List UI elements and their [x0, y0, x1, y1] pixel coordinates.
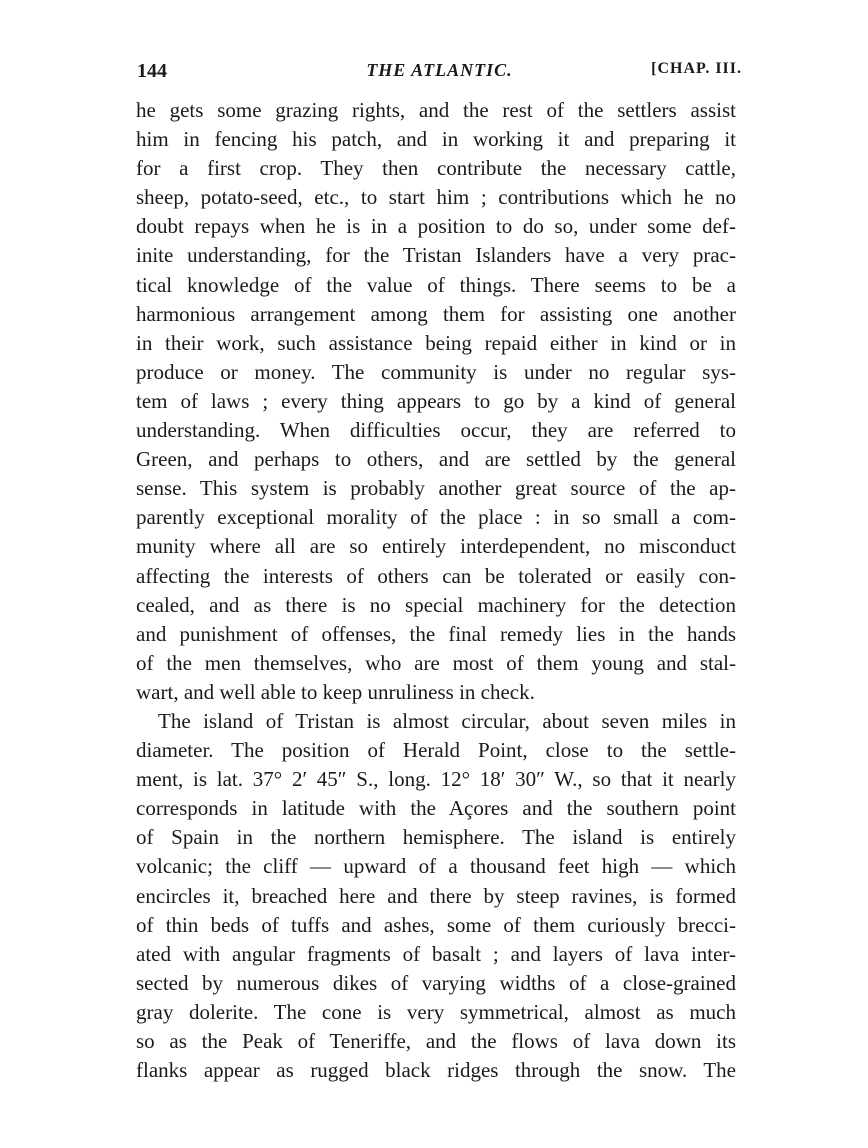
text-line: gray dolerite. The cone is very symmetrical, almost as much: [136, 999, 736, 1024]
text-line: diameter. The position of Herald Point, close to the settle-: [136, 738, 736, 763]
text-line: him in fencing his patch, and in working it and preparing it: [136, 127, 736, 152]
text-line: sheep, potato-seed, etc., to start him ; contributions which he no: [136, 185, 736, 210]
text-line: doubt repays when he is in a position to do so, under some def-: [136, 214, 736, 239]
text-line: flanks appear as rugged black ridges through the snow. The: [136, 1058, 736, 1083]
text-line: inite understanding, for the Tristan Islanders have a very prac-: [136, 243, 736, 268]
text-line: munity where all are so entirely interdependent, no misconduct: [136, 534, 736, 559]
text-line: ated with angular fragments of basalt ; and layers of lava inter-: [136, 941, 736, 966]
running-title: THE ATLANTIC.: [366, 60, 513, 80]
text-line: sense. This system is probably another great source of the ap-: [136, 476, 736, 501]
text-line: cealed, and as there is no special machinery for the detection: [136, 592, 736, 617]
text-line: sected by numerous dikes of varying widths of a close-grained: [136, 970, 736, 995]
text-line: volcanic; the cliff — upward of a thousand feet high — which: [136, 854, 736, 879]
text-line: Green, and perhaps to others, and are settled by the general: [136, 447, 736, 472]
text-line: of Spain in the northern hemisphere. The island is entirely: [136, 825, 736, 850]
text-line: affecting the interests of others can be tolerated or easily con-: [136, 563, 736, 588]
text-line: so as the Peak of Teneriffe, and the flows of lava down its: [136, 1029, 736, 1053]
text-line: wart, and well able to keep unruliness in check.: [136, 679, 535, 704]
text-line: ment, is lat. 37° 2′ 45″ S., long. 12° 18′ 30″ W., so that it nearly: [136, 767, 736, 792]
text-line: for a first crop. They then contribute the necessary cattle,: [136, 156, 736, 181]
text-line: The island of Tristan is almost circular, about seven miles in: [158, 708, 736, 733]
text-line: tem of laws ; every thing appears to go by a kind of general: [136, 388, 736, 413]
text-line: understanding. When difficulties occur, they are referred to: [136, 418, 736, 443]
text-line: parently exceptional morality of the place : in so small a com-: [136, 505, 736, 530]
text-line: of thin beds of tuffs and ashes, some of them curiously brecci-: [136, 912, 736, 937]
text-line: produce or money. The community is under no regular sys-: [136, 359, 736, 384]
paragraph: [136, 707, 736, 1085]
text-line: harmonious arrangement among them for assisting one another: [136, 301, 736, 326]
text-line: encircles it, breached here and there by steep ravines, is formed: [136, 883, 736, 908]
text-line: of the men themselves, who are most of them young and stal-: [136, 650, 736, 675]
body-text: [136, 96, 736, 1085]
paragraph: [136, 96, 736, 707]
chapter-reference: [CHAP. III.: [651, 60, 742, 77]
text-line: tical knowledge of the value of things. There seems to be a: [136, 272, 736, 297]
text-line: corresponds in latitude with the Açores and the southern point: [136, 796, 736, 821]
running-head: [137, 60, 742, 88]
text-line: he gets some grazing rights, and the rest of the settlers assist: [136, 98, 736, 122]
text-line: in their work, such assistance being repaid either in kind or in: [136, 330, 736, 355]
text-line: and punishment of offenses, the final remedy lies in the hands: [136, 621, 736, 646]
page-number: 144: [137, 60, 167, 82]
